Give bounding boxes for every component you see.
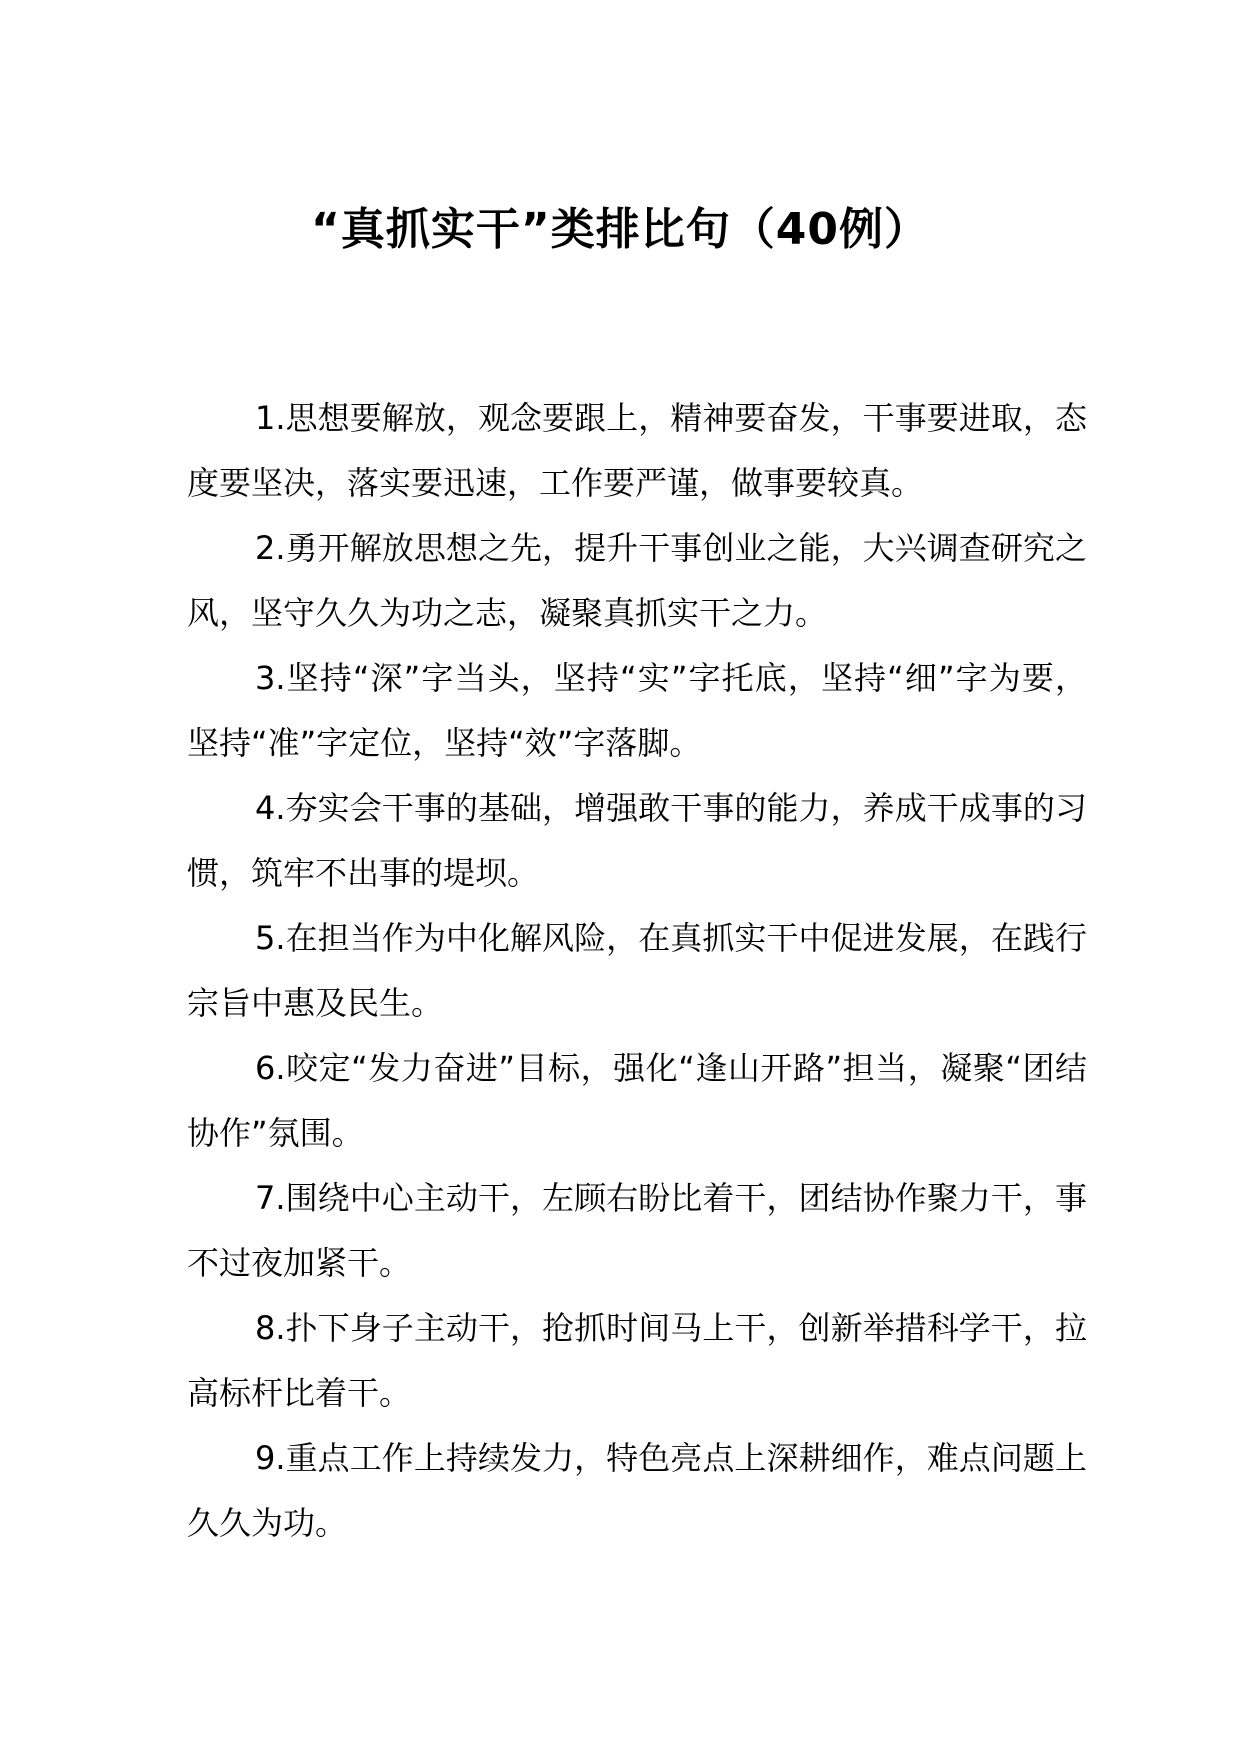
paragraph-6: 6.咬定“发力奋进”目标，强化“逢山开路”担当，凝聚“团结协作”氛围。 [187,1049,1087,1152]
paragraph-7: 7.围绕中心主动干，左顾右盼比着干，团结协作聚力干，事不过夜加紧干。 [187,1179,1087,1282]
document-body [187,386,1087,1556]
paragraph-4: 4.夯实会干事的基础，增强敢干事的能力，养成干成事的习惯，筑牢不出事的堤坝。 [187,789,1087,892]
paragraph-5: 5.在担当作为中化解风险，在真抓实干中促进发展，在践行宗旨中惠及民生。 [187,919,1087,1022]
paragraph-3: 3.坚持“深”字当头，坚持“实”字托底，坚持“细”字为要，坚持“准”字定位，坚持“效”字落脚。 [187,659,1087,762]
paragraph-8: 8.扑下身子主动干，抢抓时间马上干，创新举措科学干，拉高标杆比着干。 [187,1309,1087,1412]
document-title: “真抓实干”类排比句（40例） [310,204,930,255]
paragraph-1: 1.思想要解放，观念要跟上，精神要奋发，干事要进取，态度要坚决，落实要迅速，工作要严谨，做事要较真。 [187,399,1087,502]
paragraph-2: 2.勇开解放思想之先，提升干事创业之能，大兴调查研究之风，坚守久久为功之志，凝聚真抓实干之力。 [187,529,1087,632]
paragraph-9: 9.重点工作上持续发力，特色亮点上深耕细作，难点问题上久久为功。 [187,1439,1087,1542]
